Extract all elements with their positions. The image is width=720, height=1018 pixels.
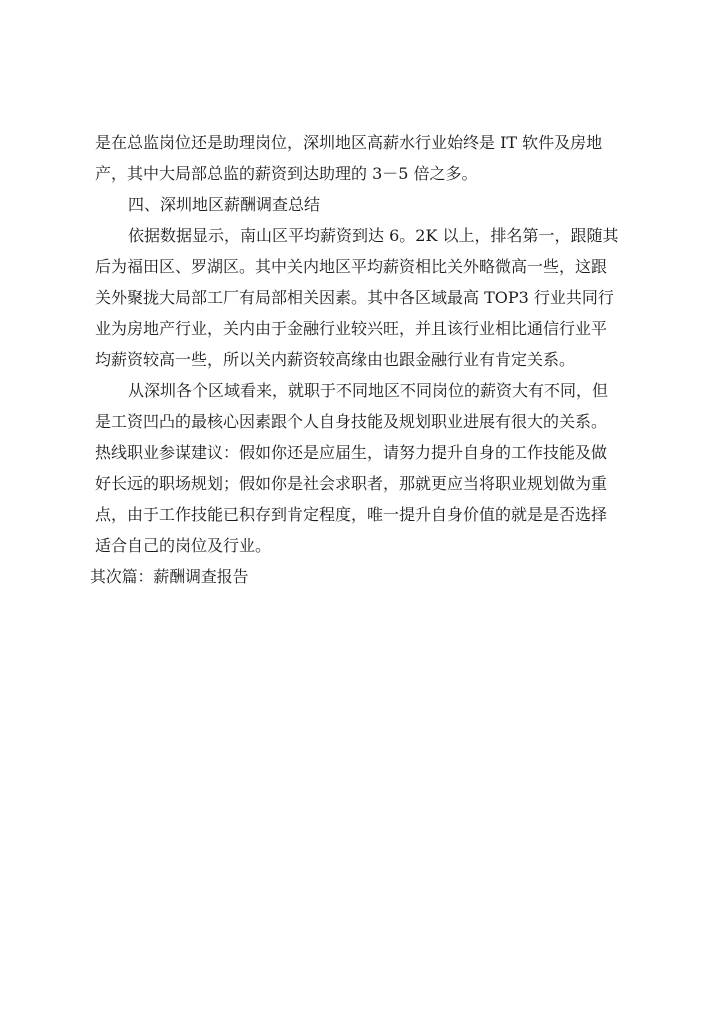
section-heading: 四、深圳地区薪酬调查总结 xyxy=(128,195,321,214)
text-line: 产，其中大局部总监的薪资到达助理的 3－5 倍之多。 xyxy=(95,164,478,183)
text-line: 关外聚拢大局部工厂有局部相关因素。其中各区域最高 TOP3 行业共同行 xyxy=(95,288,614,307)
text-line: 是工资凹凸的最核心因素跟个人自身技能及规划职业进展有很大的关系。 xyxy=(95,412,608,431)
next-article-title: 其次篇：薪酬调查报告 xyxy=(90,567,249,586)
document-body xyxy=(90,127,635,592)
text-line: 依据数据显示，南山区平均薪资到达 6。2K 以上，排名第一，跟随其 xyxy=(128,226,619,245)
text-line: 后为福田区、罗湖区。其中关内地区平均薪资相比关外略微高一些，这跟 xyxy=(95,257,608,276)
text-line: 业为房地产行业，关内由于金融行业较兴旺，并且该行业相比通信行业平 xyxy=(95,319,608,338)
text-line: 从深圳各个区域看来，就职于不同地区不同岗位的薪资大有不同，但 xyxy=(128,381,609,400)
text-line: 热线职业参谋建议：假如你还是应届生，请努力提升自身的工作技能及做 xyxy=(95,443,608,462)
text-line: 点，由于工作技能已积存到肯定程度，唯一提升自身价值的就是是否选择 xyxy=(95,505,608,524)
text-line: 是在总监岗位还是助理岗位，深圳地区高薪水行业始终是 IT 软件及房地 xyxy=(95,133,603,152)
text-line: 适合自己的岗位及行业。 xyxy=(95,536,272,555)
text-line: 好长远的职场规划；假如你是社会求职者，那就更应当将职业规划做为重 xyxy=(95,474,608,493)
text-line: 均薪资较高一些，所以关内薪资较高缘由也跟金融行业有肯定关系。 xyxy=(95,350,576,369)
